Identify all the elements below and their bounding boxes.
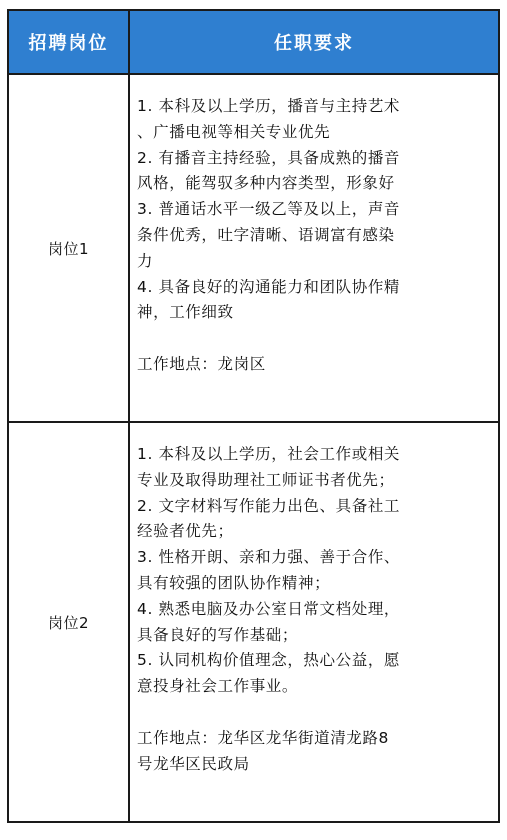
table-header-row	[8, 10, 499, 74]
requirement-line: 具有较强的团队协作精神；	[137, 573, 331, 592]
post-cell-1: 岗位1	[8, 74, 129, 422]
requirements-cell-2	[129, 422, 499, 822]
requirement-line: 力	[137, 251, 154, 270]
requirement-line: 2. 文字材料写作能力出色、具备社工	[137, 496, 401, 515]
requirement-line: 5. 认同机构价值理念，热心公益，愿	[137, 651, 401, 670]
requirement-line: 2. 有播音主持经验，具备成熟的播音	[137, 148, 401, 167]
requirements-text-2	[130, 423, 498, 777]
requirement-line: 经验者优先；	[137, 522, 234, 541]
spacer	[137, 326, 492, 352]
post-cell-2: 岗位2	[8, 422, 129, 822]
requirements-text-1	[130, 75, 498, 378]
requirement-line: 3. 性格开朗、亲和力强、善于合作、	[137, 548, 401, 567]
requirement-line: 1. 本科及以上学历，社会工作或相关	[137, 445, 401, 463]
requirement-line: 风格，能驾驭多种内容类型，形象好	[137, 174, 395, 193]
header-post: 招聘岗位	[8, 10, 129, 74]
requirement-line: 条件优秀，吐字清晰、语调富有感染	[137, 225, 395, 244]
requirement-line: 4. 熟悉电脑及办公室日常文档处理，	[137, 599, 401, 618]
requirement-line: 具备良好的写作基础；	[137, 625, 299, 644]
work-location-1: 工作地点：龙岗区	[137, 354, 266, 373]
table-row	[8, 74, 499, 422]
requirement-line: 神，工作细致	[137, 303, 234, 322]
requirement-line: 、广播电视等相关专业优先	[137, 122, 331, 141]
requirement-line: 1. 本科及以上学历，播音与主持艺术	[137, 97, 401, 115]
requirement-line: 3. 普通话水平一级乙等及以上，声音	[137, 200, 401, 219]
header-requirements: 任职要求	[129, 10, 499, 74]
requirement-line: 意投身社会工作事业。	[137, 677, 299, 696]
work-location-2: 工作地点：龙华区龙华街道清龙路8	[137, 728, 389, 747]
table-row	[8, 422, 499, 822]
spacer	[137, 700, 492, 726]
requirements-cell-1	[129, 74, 499, 422]
requirement-line: 专业及取得助理社工师证书者优先；	[137, 470, 395, 489]
job-requirements-table	[7, 9, 500, 823]
work-location-2-cont: 号龙华区民政局	[137, 754, 250, 773]
requirement-line: 4. 具备良好的沟通能力和团队协作精	[137, 277, 401, 296]
